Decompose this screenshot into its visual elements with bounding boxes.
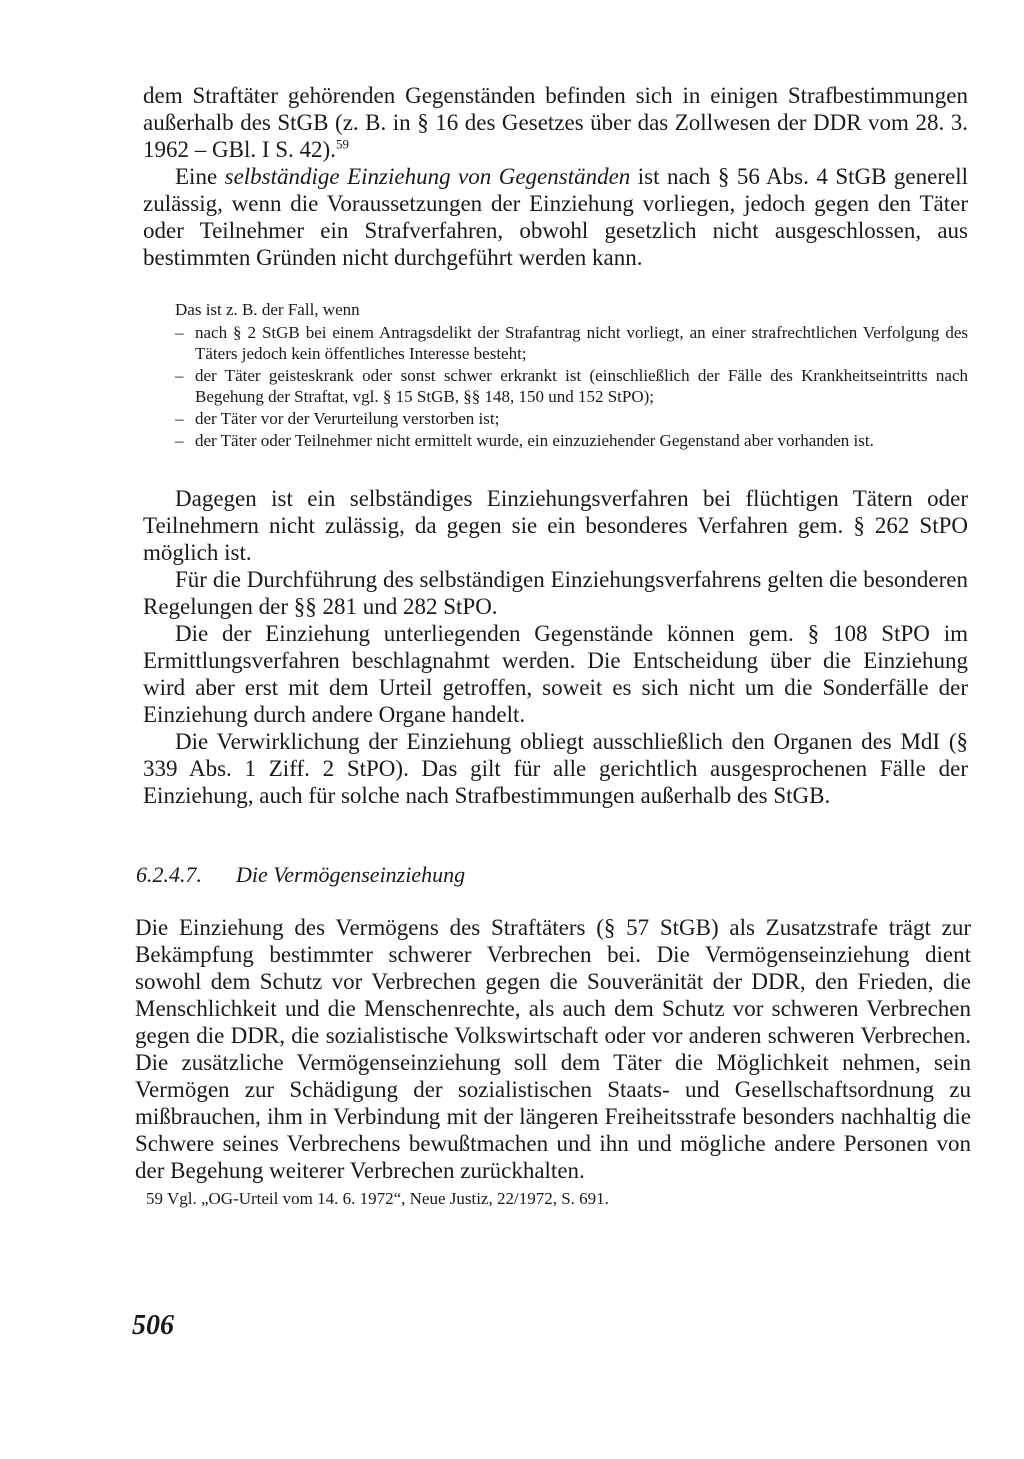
paragraph: Die Einziehung des Vermögens des Straftäters (§ 57 StGB) als Zusatzstrafe trägt zur Bekämpfung bestimmter schwerer Verbrechen bei. Die Vermögenseinziehung dient sowohl dem Schutz vor Verbrechen gegen die Souveränität der DDR, den Frieden, die Menschlichkeit und die Menschenrechte, als auch dem Schutz vor schweren Verbrechen gegen die DDR, die sozialistische Volkswirtschaft oder vor anderen schweren Verbrechen. Die zusätzliche Vermögenseinziehung soll dem Täter die Möglichkeit nehmen, sein Vermögen zur Schädigung der sozialistischen Staats- und Gesellschaftsordnung zu mißbrauchen, ihm in Verbindung mit der längeren Freiheitsstrafe besonders nachhaltig die Schwere seines Verbrechens bewußtmachen und ihn und mögliche andere Personen von der Begehung weiterer Verbrechen zurückhalten.: [135, 915, 971, 1183]
paragraph: Für die Durchführung des selbständigen Einziehungsverfahrens gelten die besonderen Regelungen der §§ 281 und 282 StPO.: [143, 567, 968, 619]
list-item-text: nach § 2 StGB bei einem Antragsdelikt der Strafantrag nicht vorliegt, an einer strafrechtlichen Verfolgung des Täters jedoch kein öffentliches Interesse besteht;: [195, 323, 968, 363]
list-item-text: der Täter geisteskrank oder sonst schwer erkrankt ist (einschließlich der Fälle des Krankheitseintritts nach Begehung der Straftat, vgl. § 15 StGB, §§ 148, 150 und 152 StPO);: [195, 366, 968, 406]
example-cases-block: [143, 299, 968, 451]
example-cases-list: [175, 322, 968, 451]
list-item-text: der Täter vor der Verurteilung verstorben ist;: [195, 409, 500, 428]
paragraph-independent-confiscation: [143, 163, 968, 271]
bottom-text-block: [135, 914, 971, 1184]
middle-text-block: [143, 485, 968, 809]
list-item: [175, 408, 968, 429]
dash-bullet: –: [175, 323, 184, 342]
list-item: [175, 322, 968, 364]
example-cases-intro: Das ist z. B. der Fall, wenn: [175, 300, 360, 319]
section-heading: [136, 861, 968, 888]
emphasized-term: selbständige Einziehung von Gegenständen: [224, 164, 631, 189]
section-number: 6.2.4.7.: [136, 862, 202, 887]
paragraph-text-end: ist nach § 56 Abs. 4 StGB generell zulässig, wenn die Voraussetzungen der Einziehung vorliegen, jedoch gegen den Täter oder Teilnehmer ein Strafverfahren, obwohl gesetzlich nicht ausgeschlossen, aus bestimmten Gründen nicht durchgeführt werden kann.: [143, 164, 968, 270]
paragraph: Die der Einziehung unterliegenden Gegenstände können gem. § 108 StPO im Ermittlungsverfahren beschlagnahmt werden. Die Entscheidung über die Einziehung wird aber erst mit dem Urteil getroffen, soweit es sich nicht um die Sonderfälle der Einziehung durch andere Organe handelt.: [143, 621, 968, 727]
paragraph-text: dem Straftäter gehörenden Gegenständen befinden sich in einigen Strafbestimmungen außerhalb des StGB (z. B. in § 16 des Gesetzes über das Zollwesen der DDR vom 28. 3. 1962 – GBl. I S. 42).: [143, 83, 968, 162]
paragraph: Die Verwirklichung der Einziehung obliegt ausschließlich den Organen des MdI (§ 339 Abs. 1 Ziff. 2 StPO). Das gilt für alle gerichtlich ausgesprochenen Fälle der Einziehung, auch für solche nach Strafbestimmungen außerhalb des StGB.: [143, 729, 968, 808]
list-item-text: der Täter oder Teilnehmer nicht ermittelt wurde, ein einzuziehender Gegenstand aber vorhanden ist.: [195, 431, 874, 450]
section-title: Die Vermögenseinziehung: [236, 862, 466, 887]
footnote: 59 Vgl. „OG-Urteil vom 14. 6. 1972“, Neue Justiz, 22/1972, S. 691.: [146, 1189, 609, 1208]
dash-bullet: –: [175, 366, 184, 385]
list-item: [175, 365, 968, 407]
page-number: 506: [132, 1310, 174, 1341]
dash-bullet: –: [175, 431, 184, 450]
paragraph: Dagegen ist ein selbständiges Einziehungsverfahren bei flüchtigen Tätern oder Teilnehmern nicht zulässig, da gegen sie ein besonderes Verfahren gem. § 262 StPO möglich ist.: [143, 486, 968, 565]
footnote-reference: 59: [335, 136, 349, 152]
page-content: [135, 82, 971, 1210]
list-item: [175, 430, 968, 451]
paragraph-text-start: Eine: [175, 164, 225, 189]
top-text-block: [143, 82, 968, 271]
paragraph-continuation: [143, 82, 968, 163]
dash-bullet: –: [175, 409, 184, 428]
